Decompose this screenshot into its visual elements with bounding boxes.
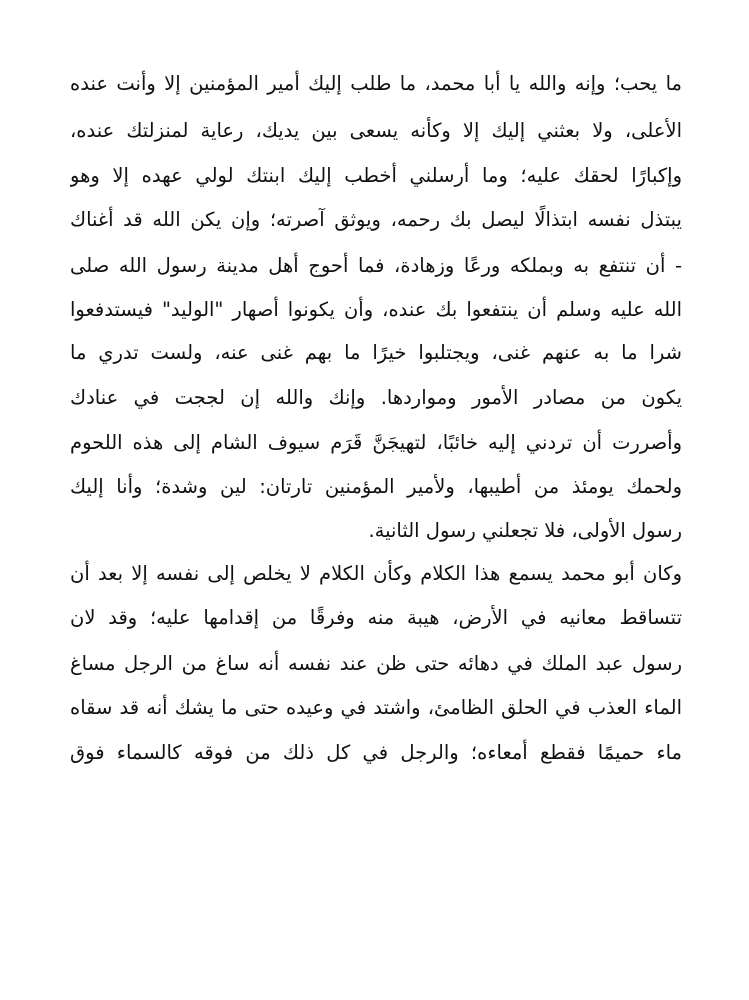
- text-line: شرا ما به عنهم غنى، ويجتلبوا خيرًا ما بهم غنى عنه، ولست تدري ما: [70, 341, 682, 364]
- text-line: يبتذل نفسه ابتذالًا ليصل بك رحمه، ويوثق آصرته؛ وإن يكن الله قد أغناك: [70, 208, 682, 231]
- text-line: وإكبارًا لحقك عليه؛ وما أرسلني أخطب إليك ابنتك لولي عهده إلا وهو: [70, 164, 682, 187]
- text-line: الماء العذب في الحلق الظامئ، واشتد في وعيده حتى ما يشك أنه قد سقاه: [70, 696, 682, 719]
- paragraph-end-line: رسول الأولى، فلا تجعلني رسول الثانية.: [368, 519, 682, 542]
- text-line: يكون من مصادر الأمور ومواردها. وإنك والله إن لججت في عنادك: [70, 386, 682, 409]
- text-line: ماء حميمًا فقطع أمعاءه؛ والرجل في كل ذلك من فوقه كالسماء فوق: [70, 741, 682, 764]
- text-line: وأصررت أن تردني إليه خائبًا، لتهيجَنَّ قَرَم سيوف الشام إلى هذه اللحوم: [70, 431, 682, 454]
- text-line: - أن تنتفع به وبملكه ورعًا وزهادة، فما أحوج أهل مدينة رسول الله صلى: [70, 254, 682, 277]
- text-line: تتساقط معانيه في الأرض، هيبة منه وفرقًا من إقدامها عليه؛ وقد لان: [70, 606, 682, 629]
- text-line: ما يحب؛ وإنه والله يا أبا محمد، ما طلب إليك أمير المؤمنين إلا وأنت عنده: [70, 72, 682, 95]
- text-line: ولحمك يومئذ من أطيبها، ولأمير المؤمنين تارتان: لين وشدة؛ وأنا إليك: [70, 475, 682, 498]
- text-line: الله عليه وسلم أن ينتفعوا بك عنده، وأن يكونوا أصهار "الوليد" فيستدفعوا: [70, 298, 682, 321]
- text-line: رسول عبد الملك في دهائه حتى ظن عند نفسه أنه ساغ من الرجل مساغ: [70, 652, 682, 675]
- text-line: الأعلى، ولا بعثني إليك إلا وكأنه يسعى بين يديك، رعاية لمنزلتك عنده،: [70, 119, 682, 142]
- text-line: وكان أبو محمد يسمع هذا الكلام وكأن الكلام لا يخلص إلى نفسه إلا بعد أن: [70, 562, 682, 585]
